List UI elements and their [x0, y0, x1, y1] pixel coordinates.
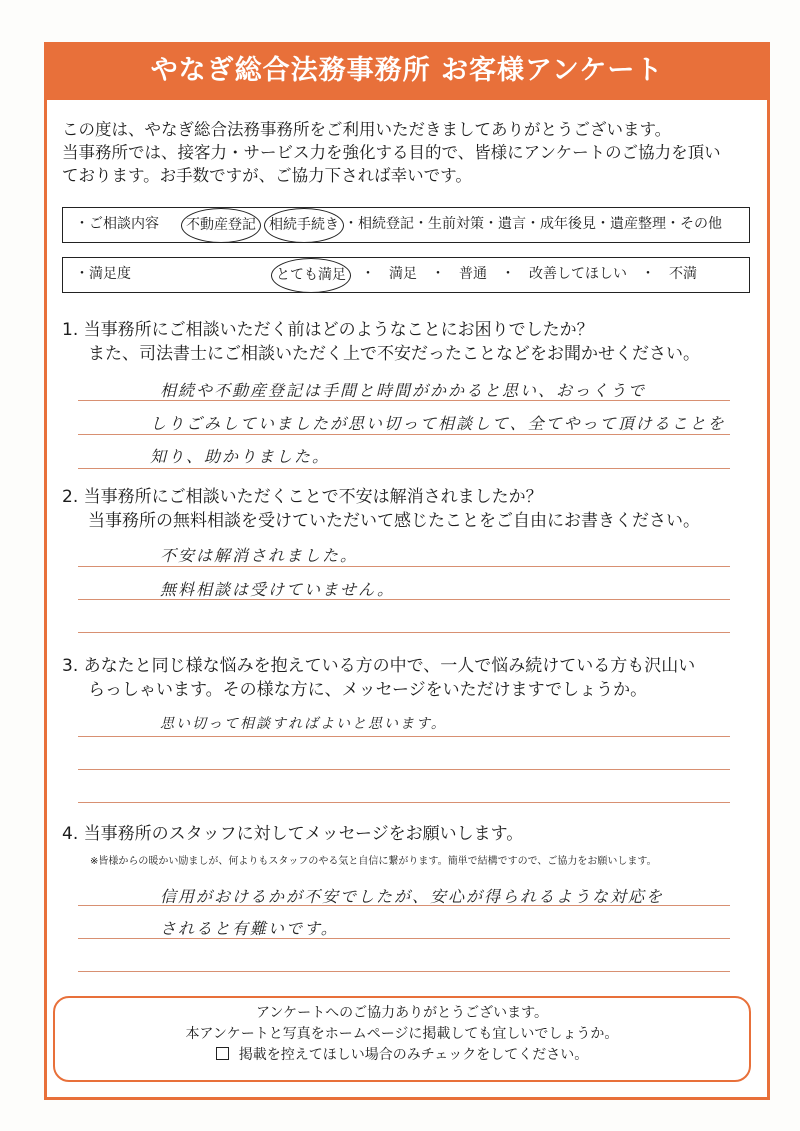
footer-checkbox-row	[55, 1045, 749, 1066]
answer-rule	[78, 632, 730, 633]
question-2	[62, 485, 762, 533]
intro-line: ております。お手数ですが、ご協力下されば幸いです。	[62, 166, 472, 185]
option-very-satisfied-circled[interactable]: とても満足	[271, 258, 351, 293]
question-4-line1: 4. 当事務所のスタッフに対してメッセージをお願いします。	[62, 824, 524, 844]
answer-rule	[78, 802, 730, 803]
question-4-note: ※皆様からの暖かい励ましが、何よりもスタッフのやる気と自信に繋がります。簡単で結構ですので、ご協力をお願いします。	[90, 856, 657, 867]
answer-rule	[78, 434, 730, 435]
answer-rule	[78, 468, 730, 469]
intro-line: 当事務所では、接客力・サービス力を強化する目的で、皆様にアンケートのご協力を頂い	[62, 143, 721, 162]
answer-rule	[78, 971, 730, 972]
consult-type-label: ・ご相談内容	[75, 216, 159, 232]
handwritten-answer: 不安は解消されました。	[160, 546, 359, 565]
answer-rule	[78, 566, 730, 567]
question-2-line2: 当事務所の無料相談を受けていただいて感じたことをご自由にお書きください。	[88, 511, 700, 531]
handwritten-answer: されると有難いです。	[160, 919, 339, 938]
option-sozoku-circled[interactable]: 相続手続き	[264, 208, 344, 243]
satisfaction-box	[62, 257, 750, 293]
answer-rule	[78, 769, 730, 770]
footer-checkbox-label: 掲載を控えてほしい場合のみチェックをしてください。	[238, 1047, 589, 1063]
question-1-line1: 1. 当事務所にご相談いただく前はどのようなことにお困りでしたか？	[62, 320, 594, 340]
publish-optout-checkbox[interactable]	[216, 1047, 229, 1060]
question-3	[62, 654, 762, 702]
consult-type-box	[62, 207, 750, 243]
footer-thanks: アンケートへのご協力ありがとうございます。	[255, 1005, 549, 1021]
handwritten-answer: 信用がおけるかが不安でしたが、安心が得られるような対応を	[160, 887, 665, 906]
footer-box	[53, 996, 751, 1082]
question-1	[62, 318, 762, 366]
consult-type-options	[181, 208, 722, 243]
handwritten-answer: しりごみしていましたが思い切って相談して、全てやって頂けることを	[150, 414, 726, 433]
option-fudosan-circled[interactable]: 不動産登記	[181, 208, 261, 243]
question-4	[62, 822, 762, 846]
consult-other-options: ・相続登記・生前対策・遺言・成年後見・遺産整理・その他	[344, 216, 722, 232]
handwritten-answer: 知り、助かりました。	[150, 447, 331, 466]
question-1-line2: また、司法書士にご相談いただく上で不安だったことなどをお聞かせください。	[88, 344, 700, 364]
question-3-line1: 3. あなたと同じ様な悩みを抱えている方の中で、一人で悩み続けている方も沢山い	[62, 656, 696, 676]
satisfaction-label: ・満足度	[75, 266, 131, 282]
handwritten-answer: 無料相談は受けていません。	[160, 580, 395, 599]
intro-line: この度は、やなぎ総合法務事務所をご利用いただきましてありがとうございます。	[62, 120, 672, 139]
satisfaction-other-options: ・ 満足 ・ 普通 ・ 改善してほしい ・ 不満	[361, 266, 697, 282]
handwritten-answer: 思い切って相談すればよいと思います。	[160, 716, 447, 732]
intro-text	[62, 118, 762, 187]
survey-frame	[44, 42, 770, 1100]
satisfaction-options	[271, 258, 697, 293]
answer-rule	[78, 736, 730, 737]
footer-question: 本アンケートと写真をホームページに掲載しても宜しいでしょうか。	[185, 1026, 619, 1042]
question-3-line2: らっしゃいます。その様な方に、メッセージをいただけますでしょうか。	[88, 680, 648, 700]
question-2-line1: 2. 当事務所にご相談いただくことで不安は解消されましたか？	[62, 487, 543, 507]
survey-title: やなぎ総合法務事務所 お客様アンケート	[44, 42, 770, 100]
handwritten-answer: 相続や不動産登記は手間と時間がかかると思い、おっくうで	[160, 381, 647, 400]
